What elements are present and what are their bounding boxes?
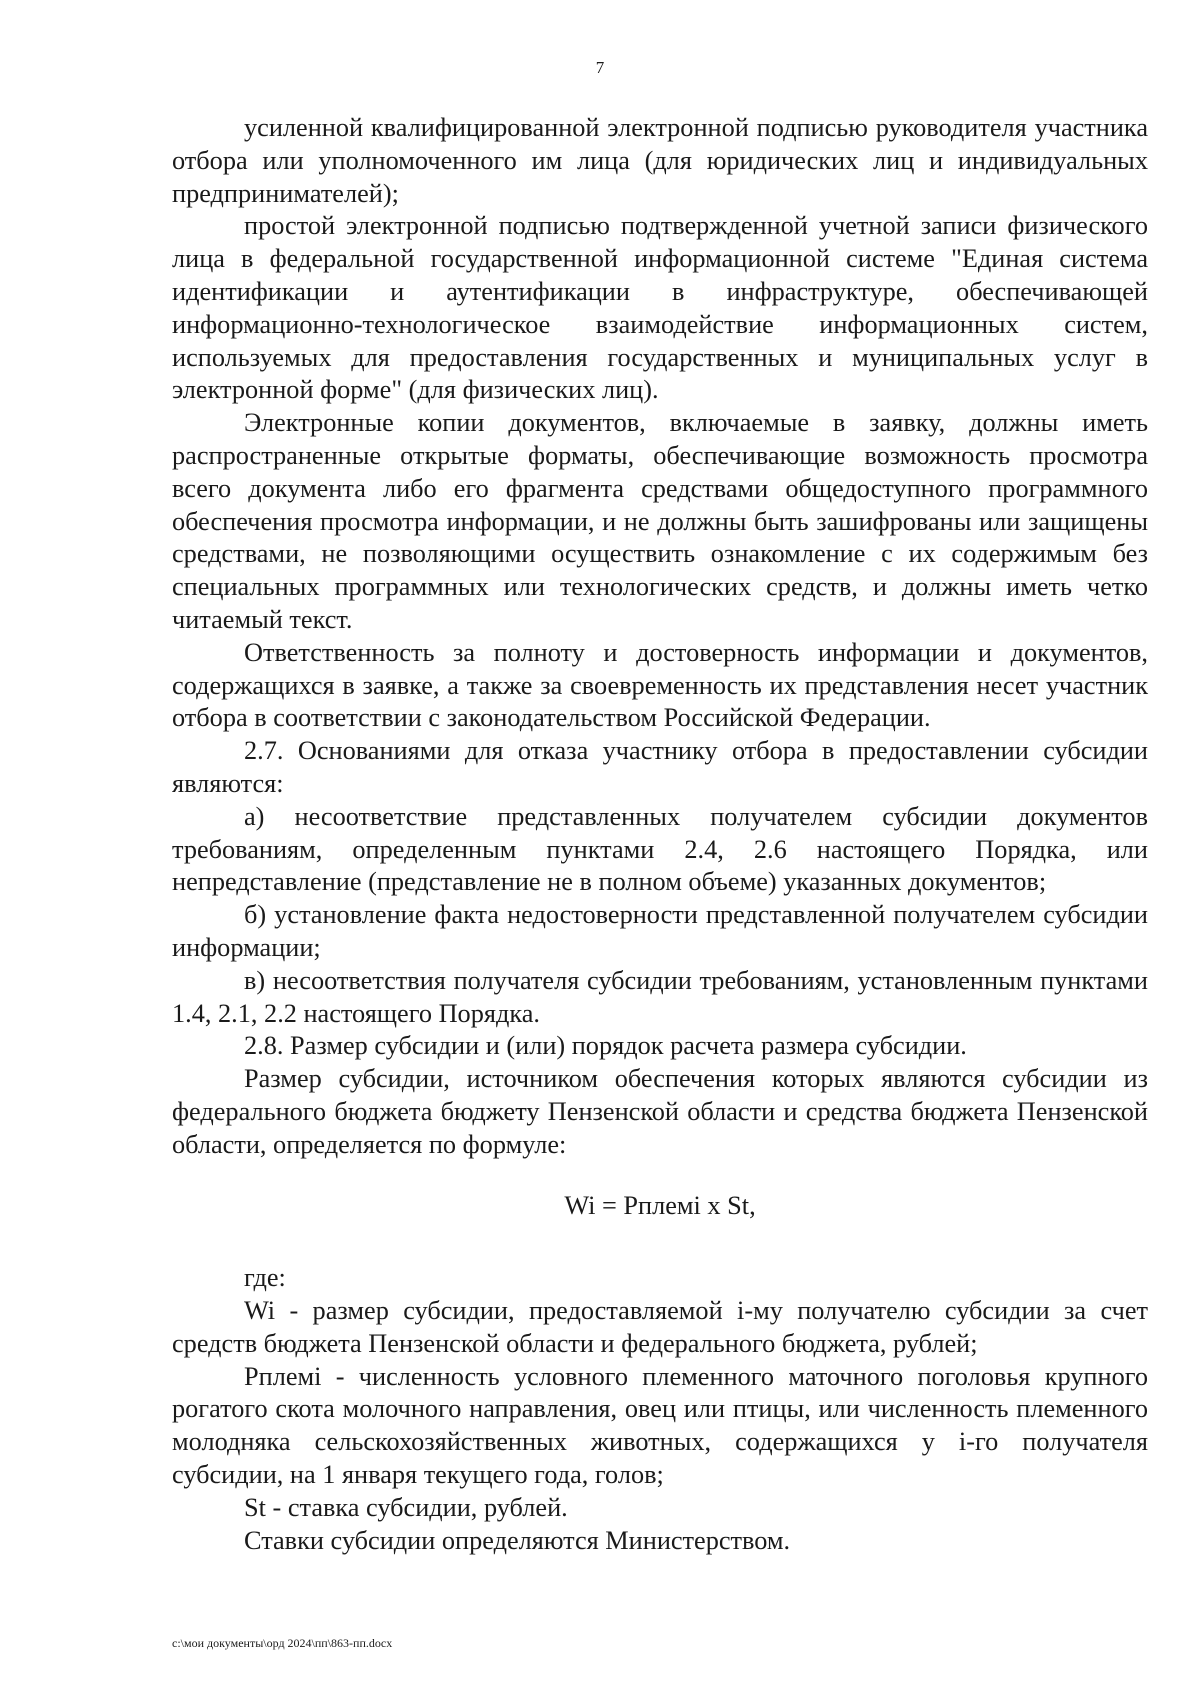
paragraph-formula-intro: Размер субсидии, источником обеспечения которых являются субсидии из федерального бюджета бюджету Пензенской области и средства бюджета Пензенской области, определяется по формуле: (172, 1064, 1148, 1159)
paragraph-item-b: б) установление факта недостоверности представленной получателем субсидии информации; (172, 900, 1148, 962)
paragraph-item-v: в) несоответствия получателя субсидии требованиям, установленным пунктами 1.4, 2.1, 2.2 настоящего Порядка. (172, 965, 1148, 1028)
paragraph-simple-signature: простой электронной подписью подтвержденной учетной записи физического лица в федеральной государственной информационной системе "Единая система идентификации и аутентификации в инфраструктуре, обеспечивающей информационно-технологическое взаимодействие информационных систем, используемых для предоставления государственных и муниципальных услуг в электронной форме" (для физических лиц). (172, 211, 1148, 405)
paragraph-item-a: а) несоответствие представленных получателем субсидии документов требованиям, определенным пунктами 2.4, 2.6 настоящего Порядка, или непредставление (представление не в полном объеме) указанных документов; (172, 801, 1148, 897)
definition-rates: Ставки субсидии определяются Министерством. (244, 1525, 791, 1555)
paragraph-responsibility: Ответственность за полноту и достоверность информации и документов, содержащихся в заявке, а также за своевременность их представления несет участник отбора в соответствии с законодательством Российской Федерации. (172, 637, 1148, 733)
definition-pplemi: Pплемi - численность условного племенного маточного поголовья крупного рогатого скота молочного направления, овец или птицы, или численность племенного молодняка сельскохозяйственных животных, содержащихся у i-го получателя субсидии, на 1 января текущего года, голов; (172, 1361, 1148, 1490)
definition-wi: Wi - размер субсидии, предоставляемой i-му получателю субсидии за счет средств бюджета Пензенской области и федерального бюджета, рублей; (172, 1296, 1148, 1358)
paragraph-2-8-subsidy-size: 2.8. Размер субсидии и (или) порядок расчета размера субсидии. (244, 1031, 967, 1061)
definition-st: St - ставка субсидии, рублей. (244, 1492, 568, 1522)
definition-where: где: (244, 1263, 286, 1293)
paragraph-enhanced-signature: усиленной квалифицированной электронной подписью руководителя участника отбора или уполномоченного им лица (для юридических лиц и индивидуальных предпринимателей); (172, 113, 1148, 208)
paragraph-2-7-refusal-grounds: 2.7. Основаниями для отказа участнику отбора в предоставлении субсидии являются: (172, 736, 1148, 798)
document-body (172, 112, 1148, 1557)
paragraph-electronic-copies: Электронные копии документов, включаемые в заявку, должны иметь распространенные открытые форматы, обеспечивающие возможность просмотра всего документа либо его фрагмента средствами общедоступного программного обеспечения просмотра информации, и не должны быть зашифрованы или защищены средствами, не позволяющими осуществить ознакомление с их содержимым без специальных программных или технологических средств, и должны иметь четко читаемый текст. (172, 408, 1148, 634)
footer-file-path: c:\мои документы\орд 2024\пп\863-пп.docx (172, 1636, 393, 1650)
page-number: 7 (595, 58, 605, 77)
subsidy-formula: Wi = Pплемi x St, (564, 1190, 756, 1220)
